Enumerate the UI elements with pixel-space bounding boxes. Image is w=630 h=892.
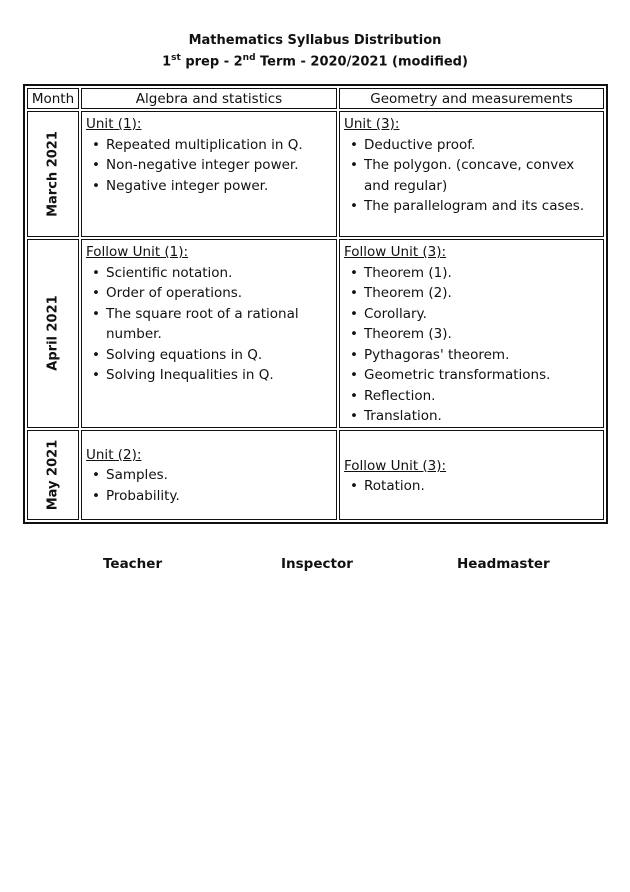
- list-item: • Solving equations in Q.: [86, 345, 332, 366]
- list-item: • Reflection.: [344, 386, 599, 407]
- page-subtitle: [0, 53, 630, 69]
- topic-list: [344, 263, 599, 427]
- month-label: May 2021: [45, 439, 61, 510]
- signature-inspector: Inspector: [281, 556, 353, 572]
- topic-list: [86, 465, 332, 506]
- list-item: • Pythagoras' theorem.: [344, 345, 599, 366]
- list-item: • Samples.: [86, 465, 332, 486]
- list-item: • Corollary.: [344, 304, 599, 325]
- list-item: • Translation.: [344, 406, 599, 427]
- signature-teacher: Teacher: [103, 556, 163, 572]
- page-title: Mathematics Syllabus Distribution: [188, 33, 442, 48]
- month-label: April 2021: [45, 295, 61, 371]
- month-cell: [27, 430, 79, 520]
- unit-heading: Unit (3):: [344, 116, 400, 132]
- geometry-cell: [339, 239, 604, 428]
- subtitle-grade: 1: [162, 54, 172, 70]
- list-item: • Theorem (3).: [344, 324, 599, 345]
- table-row: [27, 239, 604, 428]
- unit-heading: Unit (1):: [86, 116, 142, 132]
- header-algebra: Algebra and statistics: [81, 88, 337, 109]
- topic-list: [344, 476, 599, 497]
- topic-list: [86, 135, 332, 197]
- unit-heading: Follow Unit (1):: [86, 244, 189, 260]
- list-item: • Theorem (2).: [344, 283, 599, 304]
- signature-headmaster: Headmaster: [457, 556, 550, 572]
- list-item: • The parallelogram and its cases.: [344, 196, 599, 217]
- list-item: • Geometric transformations.: [344, 365, 599, 386]
- algebra-cell: [81, 430, 337, 520]
- month-label: March 2021: [45, 131, 61, 217]
- subtitle-prep: prep - 2: [180, 54, 243, 70]
- list-item: • Order of operations.: [86, 283, 332, 304]
- list-item: • Theorem (1).: [344, 263, 599, 284]
- table-row: [27, 111, 604, 237]
- list-item: • Probability.: [86, 486, 332, 507]
- geometry-cell: [339, 430, 604, 520]
- list-item: • The square root of a rational number.: [86, 304, 332, 345]
- subtitle-term-sup: nd: [242, 53, 256, 63]
- list-item: • Scientific notation.: [86, 263, 332, 284]
- table-row: [27, 430, 604, 520]
- list-item: • Non-negative integer power.: [86, 155, 332, 176]
- list-item: • Repeated multiplication in Q.: [86, 135, 332, 156]
- subtitle-grade-sup: st: [171, 53, 181, 63]
- algebra-cell: [81, 239, 337, 428]
- month-cell: [27, 239, 79, 428]
- list-item: • Solving Inequalities in Q.: [86, 365, 332, 386]
- geometry-cell: [339, 111, 604, 237]
- unit-heading: Follow Unit (3):: [344, 457, 447, 474]
- list-item: • Rotation.: [344, 476, 599, 497]
- algebra-cell: [81, 111, 337, 237]
- topic-list: [344, 135, 599, 217]
- header-geometry: Geometry and measurements: [339, 88, 604, 109]
- unit-heading: Follow Unit (3):: [344, 244, 447, 260]
- list-item: • Deductive proof.: [344, 135, 599, 156]
- header-month: Month: [27, 88, 79, 109]
- list-item: • Negative integer power.: [86, 176, 332, 197]
- syllabus-table: [23, 84, 608, 524]
- table-header-row: [27, 88, 604, 109]
- topic-list: [86, 263, 332, 386]
- unit-heading: Unit (2):: [86, 446, 142, 463]
- month-cell: [27, 111, 79, 237]
- subtitle-rest: Term - 2020/2021 (modified): [255, 54, 468, 70]
- list-item: • The polygon. (concave, convex and regular): [344, 155, 599, 196]
